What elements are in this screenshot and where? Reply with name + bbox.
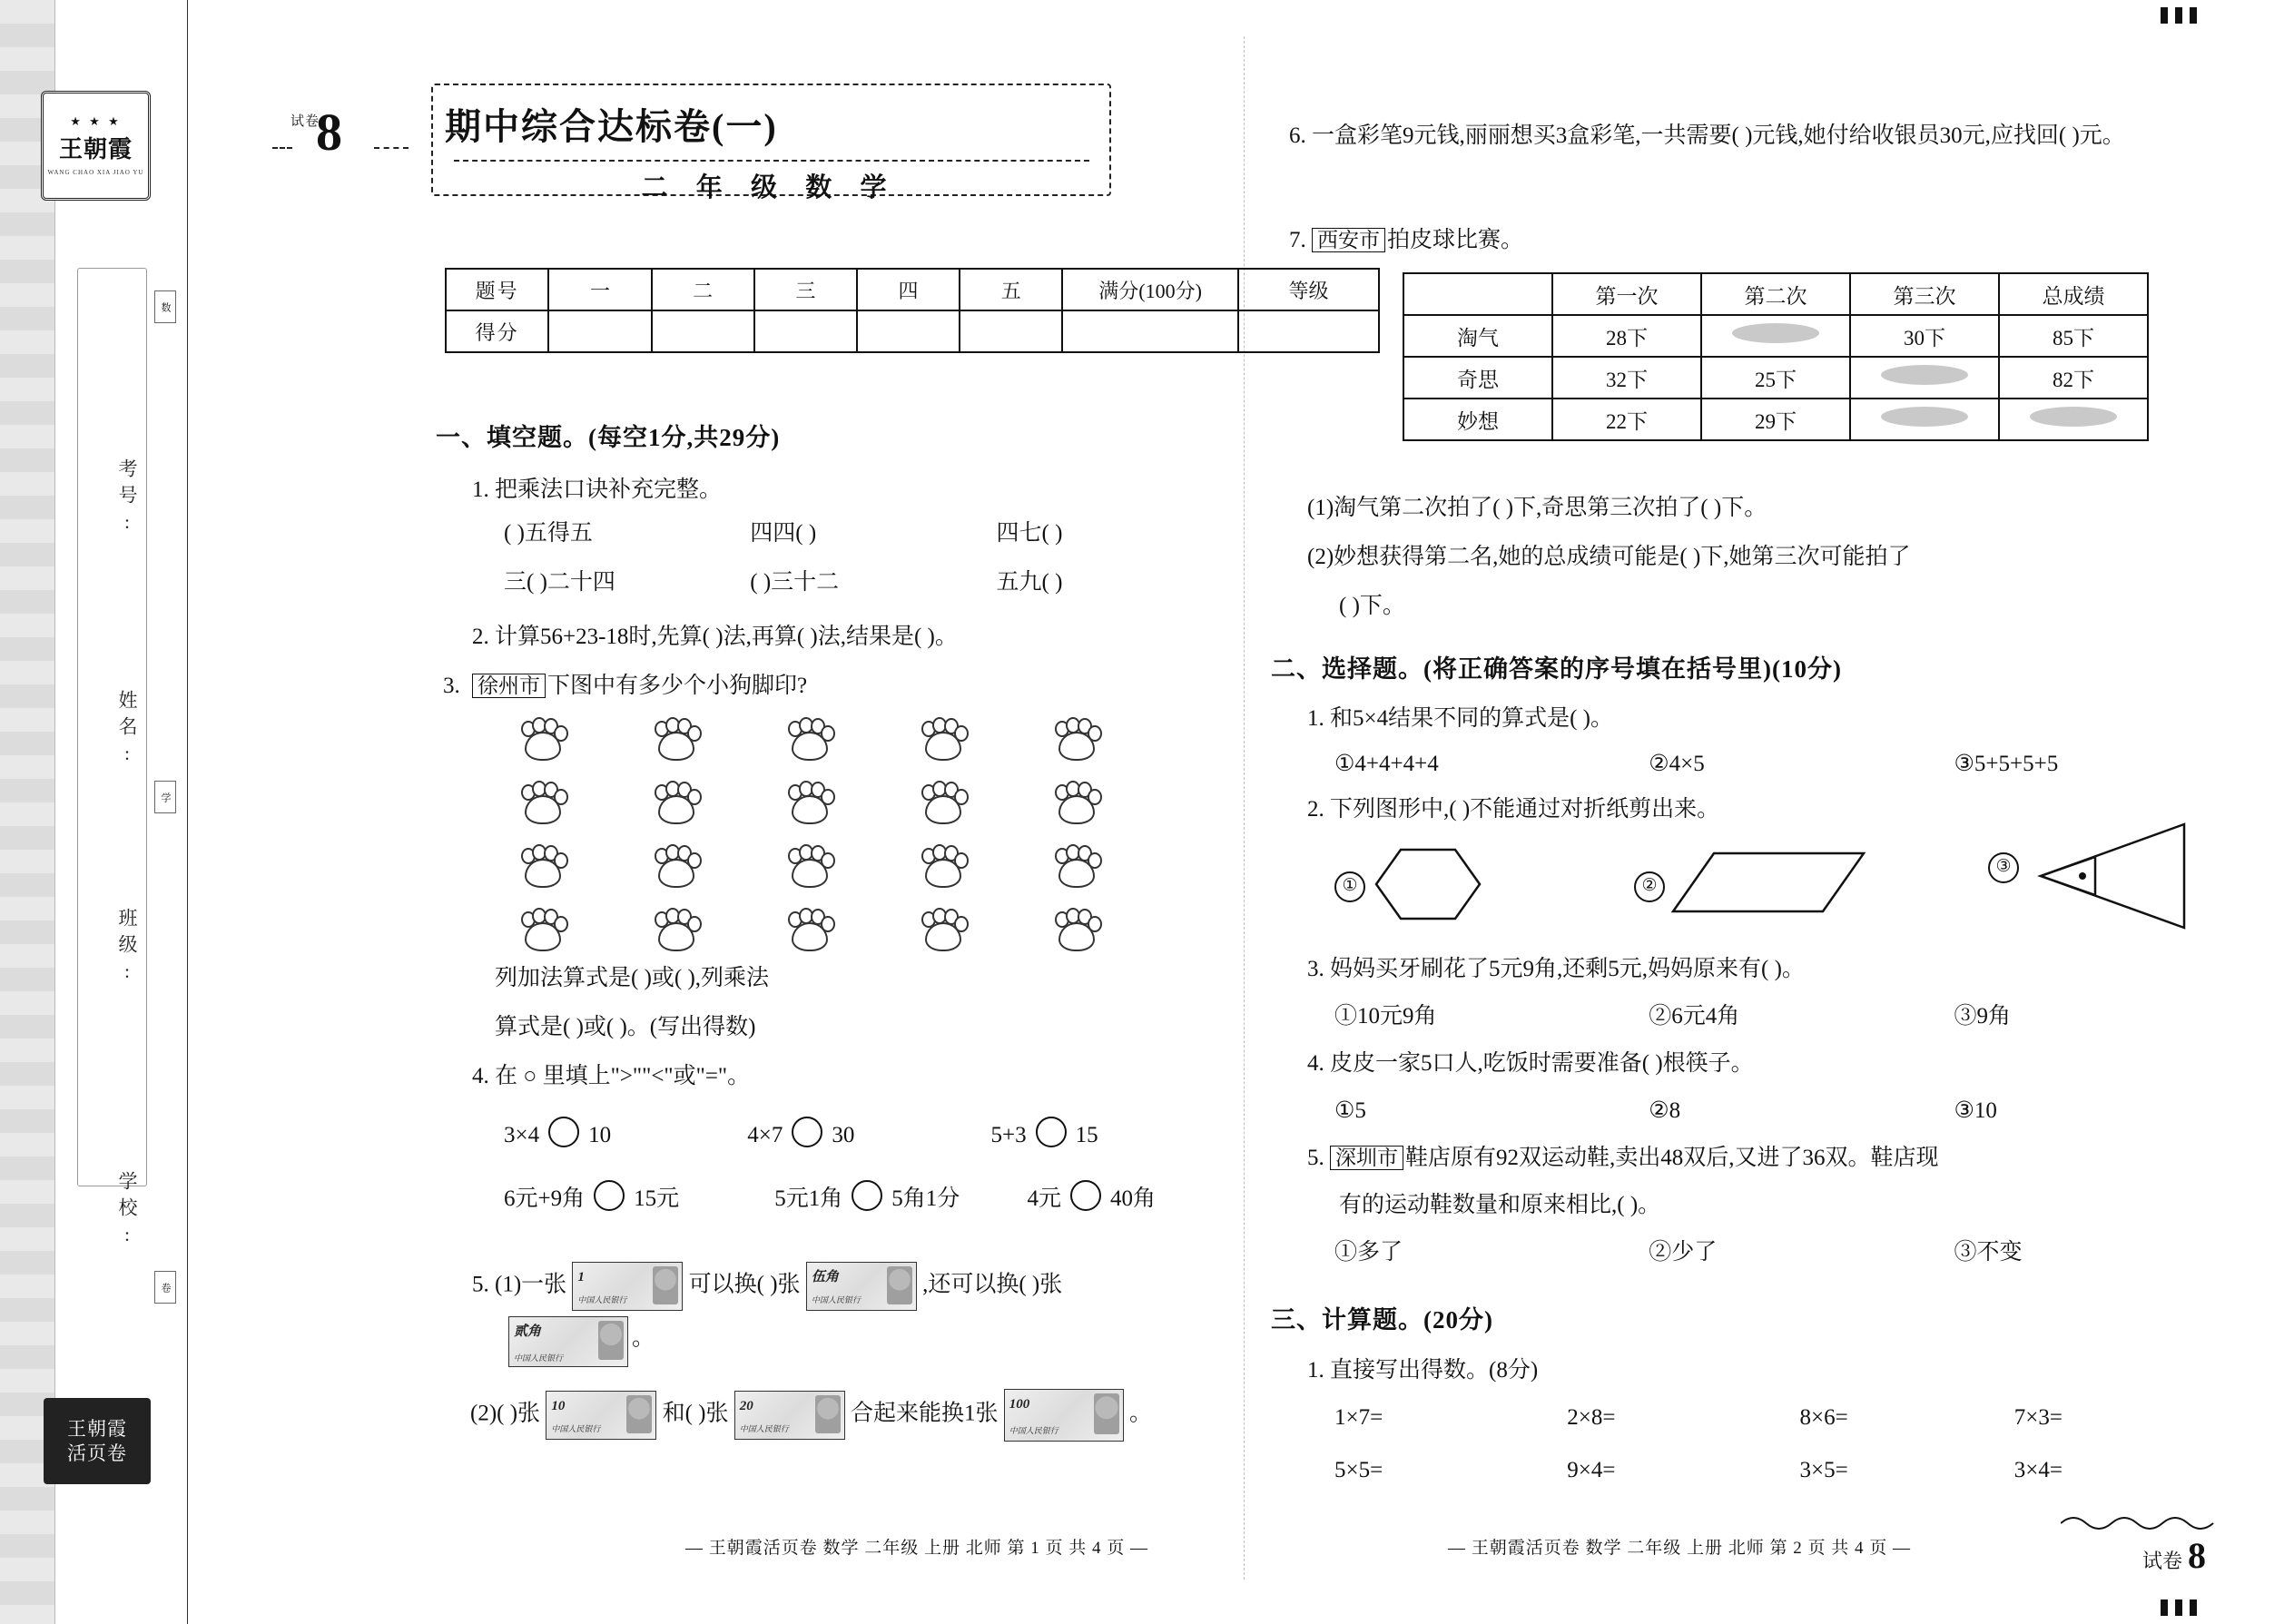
brand-seal (41, 91, 151, 201)
choice-5-text-line2: 有的运动鞋数量和原来相比,( )。 (1339, 1193, 1661, 1217)
score-header-label: 题号 (446, 269, 548, 310)
calc-item-2[interactable]: 2×8= (1567, 1405, 1616, 1430)
choice-1-option-3[interactable]: ③5+5+5+5 (1954, 752, 2059, 776)
ball-header-total: 总成绩 (1999, 273, 2148, 315)
paw-print-icon (517, 844, 565, 886)
ball-row3-name: 妙想 (1403, 399, 1552, 440)
paw-print-icon (517, 908, 565, 950)
city-tag-xian: 西安市 (1312, 228, 1385, 252)
badge-dash-left (272, 147, 292, 149)
q5-line1-mid2: ,还可以换( )张 (922, 1272, 1063, 1297)
right-column (1271, 0, 2233, 1624)
ball-header-blank (1403, 273, 1552, 315)
q5-line1-end: 。 (632, 1325, 655, 1351)
score-cell-total[interactable] (1062, 310, 1238, 352)
choice-4-option-1[interactable]: ①5 (1334, 1098, 1366, 1123)
score-header-5: 五 (960, 269, 1062, 310)
table-row (1403, 399, 2148, 440)
choice-3-option-3[interactable]: ③9角 (1954, 1004, 2012, 1029)
banknote-caption: 中国人民银行 (811, 1295, 861, 1305)
choice-1-stem: 1. 和5×4结果不同的算式是( )。 (1307, 706, 1614, 731)
score-header-total: 满分(100分) (1062, 269, 1238, 310)
paw-print-icon (517, 717, 565, 759)
score-header-2: 二 (652, 269, 754, 310)
question-3-stem (472, 668, 807, 705)
q4-right-2: 30 (832, 1123, 855, 1147)
section-3-heading: 三、计算题。(20分) (1271, 1306, 1493, 1334)
circle-blank-icon[interactable] (1070, 1180, 1101, 1211)
question-5-line-1 (472, 1262, 1226, 1311)
paw-print-icon (784, 844, 832, 886)
score-header-4: 四 (857, 269, 960, 310)
field-class: 班级: (116, 908, 138, 989)
q4-right-5: 5角1分 (891, 1186, 960, 1211)
corner-badge-number: 8 (2188, 1535, 2206, 1576)
q5-line1-pre: 5. (1)一张 (472, 1272, 567, 1297)
ink-smudge-icon (1732, 323, 1819, 343)
q4-compare-1 (504, 1117, 742, 1155)
corner-badge-label: 试卷 (2141, 1550, 2182, 1572)
score-header-grade: 等级 (1238, 269, 1379, 310)
question-3-answer-line-1: 列加法算式是( )或( ),列乘法 (495, 966, 770, 990)
calc-1-row-1 (1334, 1400, 2224, 1437)
q4-right-3: 15 (1075, 1123, 1098, 1147)
banknote-portrait (815, 1395, 841, 1433)
choice-4-stem: 4. 皮皮一家5口人,吃饭时需要准备( )根筷子。 (1307, 1051, 1754, 1076)
page-title: 期中综合达标卷(一) (445, 106, 778, 147)
question-1-stem: 1. 把乘法口诀补充完整。 (472, 477, 723, 502)
city-tag-xuzhou: 徐州市 (472, 674, 546, 698)
banknote-caption: 中国人民银行 (551, 1424, 601, 1434)
seal-brand-name: 王朝霞 (58, 136, 133, 162)
choice-1-option-1[interactable]: ①4+4+4+4 (1334, 752, 1439, 776)
ball-row1-try1: 28下 (1552, 315, 1701, 357)
left-column (218, 0, 1329, 1624)
question-1-line-2 (504, 565, 1221, 602)
calc-item-3[interactable]: 8×6= (1799, 1405, 1848, 1430)
q1-item-4: 三( )二十四 (504, 570, 615, 595)
score-cell-5[interactable] (960, 310, 1062, 352)
question-4-row-2 (504, 1180, 1239, 1218)
ball-row3-try2: 29下 (1701, 399, 1850, 440)
table-row (1403, 273, 2148, 315)
question-7-stem (1289, 222, 1523, 260)
q1-item-5: ( )三十二 (750, 570, 840, 595)
banknote-10-yuan (546, 1391, 656, 1440)
decorative-wave (2061, 1511, 2215, 1530)
paw-print-grid (517, 717, 1098, 971)
q4-compare-4 (504, 1180, 769, 1218)
paw-print-icon (784, 908, 832, 950)
choice-1-option-2[interactable]: ②4×5 (1649, 752, 1705, 776)
side-tab-3: 卷 (154, 1271, 176, 1304)
table-row (446, 310, 1379, 352)
banknote-denomination: 20 (739, 1399, 753, 1413)
choice-5-text-line1: 鞋店原有92双运动鞋,卖出48双后,又进了36双。鞋店现 (1405, 1146, 1939, 1170)
banknote-caption: 中国人民银行 (739, 1424, 789, 1434)
table-row (1403, 315, 2148, 357)
ball-row3-try1: 22下 (1552, 399, 1701, 440)
calc-item-5[interactable]: 5×5= (1334, 1458, 1383, 1482)
ball-row2-name: 奇思 (1403, 357, 1552, 399)
choice-5-option-2[interactable]: ②少了 (1649, 1240, 1718, 1265)
ball-row1-try3: 30下 (1850, 315, 1999, 357)
ball-row1-total: 85下 (1999, 315, 2148, 357)
section-1-heading: 一、填空题。(每空1分,共29分) (436, 424, 781, 451)
banknote-denomination: 10 (551, 1399, 566, 1413)
question-7-sub-2: (2)妙想获得第二名,她的总成绩可能是( )下,她第三次可能拍了 (1307, 545, 1911, 569)
question-7-sub-3: ( )下。 (1339, 594, 1405, 618)
circle-blank-icon[interactable] (852, 1180, 882, 1211)
ball-row2-total: 82下 (1999, 357, 2148, 399)
page-spine (0, 0, 188, 1624)
question-7-sub-1: (1)淘气第二次拍了( )下,奇思第三次拍了( )下。 (1307, 496, 1767, 520)
ball-header-try1: 第一次 (1552, 273, 1701, 315)
seal-brand-pinyin: WANG CHAO XIA JIAO YU (47, 169, 144, 176)
badge-dash-right (374, 147, 409, 149)
choice-4-option-2[interactable]: ②8 (1649, 1098, 1681, 1123)
ball-row3-total (1999, 399, 2148, 440)
corner-page-badge (2142, 1534, 2206, 1577)
ball-row2-try3 (1850, 357, 1999, 399)
ball-row1-try2 (1701, 315, 1850, 357)
ball-row2-try2: 25下 (1701, 357, 1850, 399)
choice-5-stem (1307, 1140, 2233, 1177)
q4-left-3: 5+3 (990, 1123, 1027, 1147)
ball-bounce-table (1403, 272, 2149, 441)
circle-blank-icon[interactable] (548, 1117, 579, 1147)
choice-4-options (1334, 1093, 2224, 1130)
score-table (445, 268, 1380, 353)
banknote-caption: 中国人民银行 (514, 1353, 564, 1363)
calc-item-7[interactable]: 3×5= (1799, 1458, 1848, 1482)
question-3-number: 3. (443, 674, 460, 698)
option-marker-1: ① (1334, 871, 1365, 902)
paw-print-icon (1051, 717, 1098, 759)
q4-compare-2 (747, 1117, 985, 1155)
calc-1-stem: 1. 直接写出得数。(8分) (1307, 1358, 1539, 1383)
circle-blank-icon[interactable] (594, 1180, 625, 1211)
choice-5-number: 5. (1307, 1146, 1324, 1170)
q4-left-1: 3×4 (504, 1123, 540, 1147)
banknote-denomination: 伍角 (811, 1270, 839, 1284)
q4-left-4: 6元+9角 (504, 1186, 586, 1211)
question-6: 6. 一盒彩笔9元钱,丽丽想买3盒彩笔,一共需要( )元钱,她付给收银员30元,应找回( )元。 (1289, 123, 2125, 148)
q1-item-1: ( )五得五 (504, 521, 593, 546)
choice-2-option-3[interactable] (1988, 817, 2195, 935)
banknote-caption: 中国人民银行 (1009, 1426, 1058, 1436)
paper-number-badge (272, 103, 422, 172)
banknote-portrait (653, 1266, 678, 1304)
banknote-denomination: 贰角 (514, 1324, 542, 1339)
side-tab-2: 学 (154, 781, 176, 813)
city-tag-shenzhen: 深圳市 (1330, 1146, 1403, 1170)
choice-4-option-3[interactable]: ③10 (1954, 1098, 1997, 1123)
q4-right-4: 15元 (634, 1186, 680, 1211)
arrow-fish-shape-icon (2023, 817, 2195, 935)
score-header-3: 三 (754, 269, 857, 310)
field-school: 学校: (116, 1171, 138, 1253)
badge-label: 试卷 (290, 114, 320, 129)
footer-brand-line1: 王朝霞 (67, 1418, 127, 1441)
q4-compare-3 (991, 1117, 1098, 1155)
question-4-row-1 (504, 1117, 1230, 1155)
field-name: 姓名: (116, 690, 138, 772)
calc-item-6[interactable]: 9×4= (1567, 1458, 1616, 1482)
banknote-5-jiao (806, 1262, 917, 1311)
ball-row2-try1: 32下 (1552, 357, 1701, 399)
question-5-line-1-extra (508, 1316, 655, 1367)
question-3-answer-line-2: 算式是( )或( )。(写出得数) (495, 1015, 756, 1039)
paw-print-icon (784, 717, 832, 759)
banknote-portrait (887, 1266, 912, 1304)
footer-brand-line2: 活页卷 (67, 1442, 127, 1464)
score-cell-3[interactable] (754, 310, 857, 352)
q4-right-6: 40角 (1110, 1186, 1157, 1211)
footer-brand-logo (44, 1398, 151, 1484)
q1-item-6: 五九( ) (996, 570, 1063, 595)
paw-print-icon (1051, 908, 1098, 950)
choice-3-stem: 3. 妈妈买牙刷花了5元9角,还剩5元,妈妈原来有( )。 (1307, 957, 1805, 981)
choice-2-option-1[interactable] (1334, 837, 1505, 928)
score-cell-2[interactable] (652, 310, 754, 352)
paw-print-icon (651, 781, 698, 822)
parallelogram-shape-icon (1669, 837, 1877, 928)
ball-row1-name: 淘气 (1403, 315, 1552, 357)
calc-item-8[interactable]: 3×4= (2013, 1458, 2063, 1482)
banknote-denomination: 100 (1009, 1397, 1030, 1412)
section-2-heading: 二、选择题。(将正确答案的序号填在括号里)(10分) (1271, 655, 1842, 683)
question-1-line-1 (504, 516, 1221, 553)
banknote-portrait (1094, 1393, 1119, 1434)
spine-perforation (0, 0, 54, 1624)
seal-stars: ★ ★ ★ (70, 114, 122, 128)
paw-row (517, 908, 1098, 950)
ink-smudge-icon (1881, 407, 1968, 427)
banknote-portrait (626, 1395, 652, 1433)
banknote-portrait (598, 1321, 624, 1360)
paw-print-icon (918, 717, 965, 759)
choice-2-option-2[interactable] (1634, 837, 1877, 928)
question-5-line-2 (470, 1389, 1251, 1442)
choice-3-option-1[interactable]: ①10元9角 (1334, 1004, 1437, 1029)
question-7-text: 拍皮球比赛。 (1387, 228, 1524, 252)
right-page-footer: — 王朝霞活页卷 数学 二年级 上册 北师 第 2 页 共 4 页 — (1447, 1539, 1911, 1558)
choice-5-option-1[interactable]: ①多了 (1334, 1240, 1403, 1265)
question-4-stem: 4. 在 ○ 里填上">""<"或"="。 (472, 1064, 751, 1088)
side-tab-1: 数 (154, 290, 176, 323)
page-subtitle: 二 年 级 数 学 (641, 173, 898, 202)
score-cell-4[interactable] (857, 310, 960, 352)
paw-print-icon (918, 781, 965, 822)
question-7-number: 7. (1289, 228, 1306, 252)
paw-print-icon (784, 781, 832, 822)
banknote-caption: 中国人民银行 (577, 1295, 627, 1305)
paw-print-icon (651, 844, 698, 886)
banknote-20-yuan (734, 1391, 845, 1440)
paw-print-icon (651, 717, 698, 759)
circle-blank-icon[interactable] (792, 1117, 822, 1147)
title-divider (454, 160, 1089, 162)
left-page-footer: — 王朝霞活页卷 数学 二年级 上册 北师 第 1 页 共 4 页 — (684, 1539, 1148, 1558)
banknote-100-yuan (1004, 1389, 1124, 1442)
q5-line2-end: 合起来能换1张 (850, 1401, 999, 1426)
choice-5-option-3[interactable]: ③不变 (1954, 1240, 2023, 1265)
q4-left-2: 4×7 (747, 1123, 783, 1147)
q4-compare-5 (774, 1180, 1021, 1218)
choice-3-option-2[interactable]: ②6元4角 (1649, 1004, 1740, 1029)
ink-smudge-icon (2030, 407, 2117, 427)
paw-row (517, 844, 1098, 886)
q5-line1-mid: 可以换( )张 (688, 1272, 801, 1297)
calc-item-1[interactable]: 1×7= (1334, 1405, 1383, 1430)
paw-print-icon (918, 844, 965, 886)
q5-line2-pre: (2)( )张 (470, 1401, 541, 1426)
ink-smudge-icon (1881, 365, 1968, 385)
choice-2-stem: 2. 下列图形中,( )不能通过对折纸剪出来。 (1307, 797, 1720, 822)
field-exam-number: 考号: (116, 458, 138, 540)
paw-row (517, 781, 1098, 822)
ball-header-try3: 第三次 (1850, 273, 1999, 315)
choice-1-options (1334, 746, 2224, 783)
banknote-2-jiao (508, 1316, 628, 1367)
paw-print-icon (1051, 781, 1098, 822)
q5-line2-tail: 。 (1128, 1401, 1152, 1426)
badge-number: 8 (316, 103, 342, 162)
q4-right-1: 10 (588, 1123, 612, 1147)
q4-left-6: 4元 (1027, 1186, 1062, 1211)
table-row (1403, 357, 2148, 399)
ball-row3-try3 (1850, 399, 1999, 440)
choice-3-options (1334, 999, 2224, 1036)
score-header-1: 一 (548, 269, 651, 310)
q4-left-5: 5元1角 (774, 1186, 843, 1211)
q1-item-3: 四七( ) (996, 521, 1063, 546)
q5-line2-mid: 和( )张 (662, 1401, 729, 1426)
paw-row (517, 717, 1098, 759)
calc-1-row-2 (1334, 1452, 2224, 1490)
calc-item-4[interactable]: 7×3= (2013, 1405, 2063, 1430)
circle-blank-icon[interactable] (1036, 1117, 1067, 1147)
option-marker-3: ③ (1988, 852, 2019, 883)
question-3-text: 下图中有多少个小狗脚印? (547, 674, 808, 698)
ball-header-try2: 第二次 (1701, 273, 1850, 315)
paw-print-icon (651, 908, 698, 950)
table-row (446, 269, 1379, 310)
option-marker-2: ② (1634, 871, 1665, 902)
banknote-denomination: 1 (577, 1270, 585, 1284)
paw-print-icon (1051, 844, 1098, 886)
paw-print-icon (918, 908, 965, 950)
q1-item-2: 四四( ) (750, 521, 817, 546)
banknote-1-yuan (572, 1262, 683, 1311)
score-row-label: 得分 (446, 310, 548, 352)
hexagon-shape-icon (1369, 837, 1505, 928)
score-cell-1[interactable] (548, 310, 651, 352)
question-2: 2. 计算56+23-18时,先算( )法,再算( )法,结果是( )。 (472, 625, 958, 649)
choice-5-options (1334, 1235, 2224, 1272)
paw-print-icon (517, 781, 565, 822)
q4-compare-6 (1028, 1180, 1157, 1218)
